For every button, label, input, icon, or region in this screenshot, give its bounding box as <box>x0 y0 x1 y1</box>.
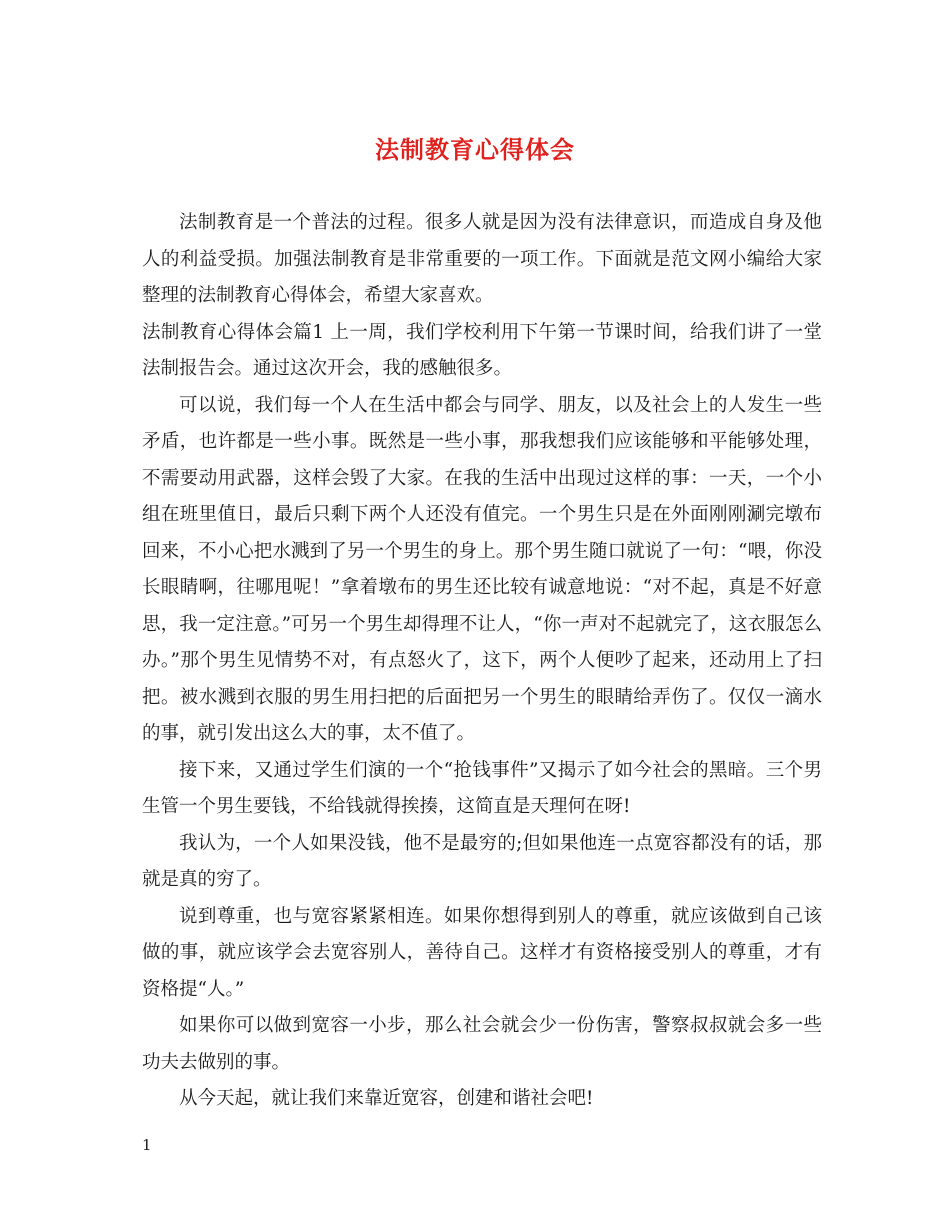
document-body <box>142 205 822 1118</box>
body-paragraph-5: 如果你可以做到宽容一小步，那么社会就会少一份伤害，警察叔叔就会多一些功夫去做别的事。 <box>142 1015 822 1073</box>
section-first-text: 上一周，我们学校利用下午第一节课时间，给我们讲了一堂法制报告会。通过这次开会，我的感触很多。 <box>142 321 822 379</box>
body-paragraph-6: 从今天起，就让我们来靠近宽容，创建和谐社会吧! <box>179 1088 594 1109</box>
body-paragraph-4: 说到尊重，也与宽容紧紧相连。如果你想得到别人的尊重，就应该做到自己该做的事，就应该学会去宽容别人，善待自己。这样才有资格接受别人的尊重，才有资格提“人。” <box>142 905 822 1000</box>
section-heading: 法制教育心得体会篇1 <box>142 321 325 343</box>
document-title: 法制教育心得体会 <box>375 135 575 164</box>
body-paragraph-3: 我认为，一个人如果没钱，他不是最穷的;但如果他连一点宽容都没有的话，那就是真的穷了。 <box>142 832 822 890</box>
body-paragraph-2: 接下来，又通过学生们演的一个“抢钱事件”又揭示了如今社会的黑暗。三个男生管一个男生要钱，不给钱就得挨揍，这简直是天理何在呀! <box>142 759 822 817</box>
page-number: 1 <box>142 1136 152 1154</box>
section-first-paragraph <box>142 315 822 388</box>
body-paragraph-1: 可以说，我们每一个人在生活中都会与同学、朋友，以及社会上的人发生一些矛盾，也许都是一些小事。既然是一些小事，那我想我们应该能够和平能够处理，不需要动用武器，这样会毁了大家。在我的生活中出现过这样的事：一天，一个小组在班里值日，最后只剩下两个人还没有值完。一个男生只是在外面刚刚涮完墩布回来，不小心把水溅到了另一个男生的身上。那个男生随口就说了一句：“喂，你没长眼睛啊，往哪甩呢！”拿着墩布的男生还比较有诚意地说：“对不起，真是不好意思，我一定注意。”可另一个男生却得理不让人，“你一声对不起就完了，这衣服怎么办。”那个男生见情势不对，有点怒火了，这下，两个人便吵了起来，还动用上了扫把。被水溅到衣服的男生用扫把的后面把另一个男生的眼睛给弄伤了。仅仅一滴水的事，就引发出这么大的事，太不值了。 <box>142 394 822 744</box>
intro-paragraph: 法制教育是一个普法的过程。很多人就是因为没有法律意识，而造成自身及他人的利益受损。加强法制教育是非常重要的一项工作。下面就是范文网小编给大家整理的法制教育心得体会，希望大家喜欢。 <box>142 212 822 306</box>
